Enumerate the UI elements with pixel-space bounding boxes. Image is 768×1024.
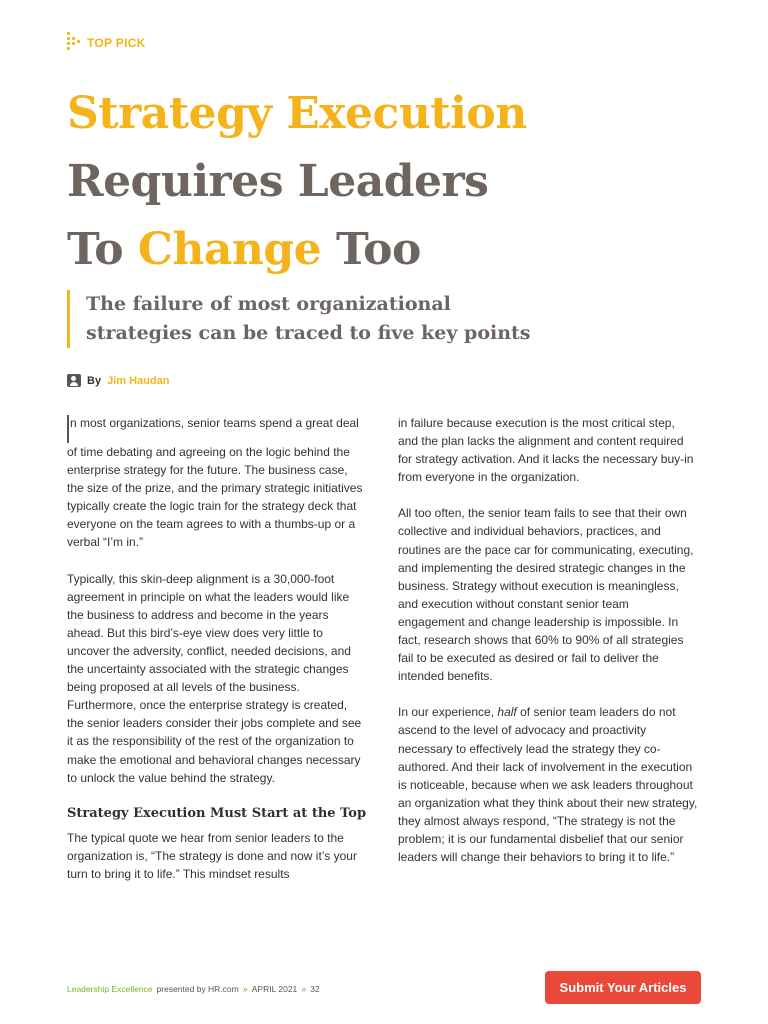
footer-brand[interactable]: Leadership Excellence [67, 984, 153, 994]
title-line-1: Strategy Execution [67, 88, 527, 139]
footer-presented: presented by HR.com [156, 984, 239, 994]
page-footer [67, 984, 320, 994]
paragraph: All too often, the senior team fails to see that their own collective and individual behaviors, practices, and routines are the pace car for communicating, executing, and implementing the desired strategic changes in the business. Strategy without execution is meaningless, and execution without constant senior team engagement and change leadership is impossible. In fact, research shows that 60% to 90% of all strategies fail to be executed as desired or fail to deliver the intended benefits. [398, 506, 694, 684]
byline-by: By [87, 374, 102, 387]
page-number: 32 [310, 984, 320, 994]
double-chevron-right-icon: » [242, 984, 248, 994]
article-title [67, 80, 527, 284]
left-column [67, 414, 367, 901]
title-line-2: Requires Leaders [67, 156, 489, 207]
drop-cap-i [67, 415, 69, 443]
person-icon [67, 374, 81, 387]
emphasis-half: half [497, 705, 517, 720]
author-name[interactable]: Jim Haudan [107, 374, 170, 387]
section-heading: Strategy Execution Must Start at the Top [67, 805, 367, 821]
top-pick-dots-icon [67, 32, 81, 54]
kicker-label: TOP PICK [87, 36, 146, 50]
title-line-3-prefix: To [67, 224, 138, 275]
right-column [398, 414, 698, 884]
paragraph: Typically, this skin-deep alignment is a 30,000-foot agreement in principle on what the leaders would like the business to address and become in the years ahead. But this bird’s-eye view does very little to uncover the adversity, conflict, needed decisions, and the uncertainty associated with the strategic changes being proposed at all levels of the business. Furthermore, once the enterprise strategy is created, the senior leaders consider their jobs complete and see it as the responsibility of the rest of the organization to make the emotional and behavioral changes necessary to unlock the value behind the strategy. [67, 571, 362, 785]
double-chevron-right-icon: » [301, 984, 307, 994]
paragraph: The typical quote we hear from senior leaders to the organization is, “The strategy is done and now it’s your turn to bring it to life.” This mindset results [67, 830, 357, 881]
byline [67, 374, 169, 387]
title-line-3-suffix: Too [321, 224, 421, 275]
footer-issue: APRIL 2021 [251, 984, 298, 994]
paragraph: In our experience, half of senior team leaders do not ascend to the level of advocacy and proactivity necessary to effectively lead the strategy they co-authored. And their lack of involvement in the execution is noticeable, because when we ask leaders throughout an organization what they think about their new strategy, they almost always respond, “The strategy is not the problem; it is our fundamental disbelief that our senior leaders will change their behaviors to bring it to life.” [398, 705, 698, 865]
subtitle-line-1: The failure of most organizational [86, 293, 451, 315]
title-line-3-highlight: Change [137, 224, 322, 275]
top-pick-kicker [67, 32, 146, 54]
submit-articles-button[interactable]: Submit Your Articles [545, 971, 701, 1004]
paragraph: n most organizations, senior teams spend a great deal of time debating and agreeing on the logic behind the enterprise strategy for the future. The business case, the size of the prize, and the primary strategic initiatives typically create the logic train for the strategy deck that everyone on the team agrees to with a thumbs-up or a verbal “I’m in.” [67, 416, 363, 550]
subtitle-line-2: strategies can be traced to five key points [86, 322, 531, 344]
article-subtitle [67, 290, 667, 348]
paragraph: in failure because execution is the most critical step, and the plan lacks the alignment and content required for strategy activation. And it lacks the necessary buy-in from everyone in the organization. [398, 416, 694, 485]
